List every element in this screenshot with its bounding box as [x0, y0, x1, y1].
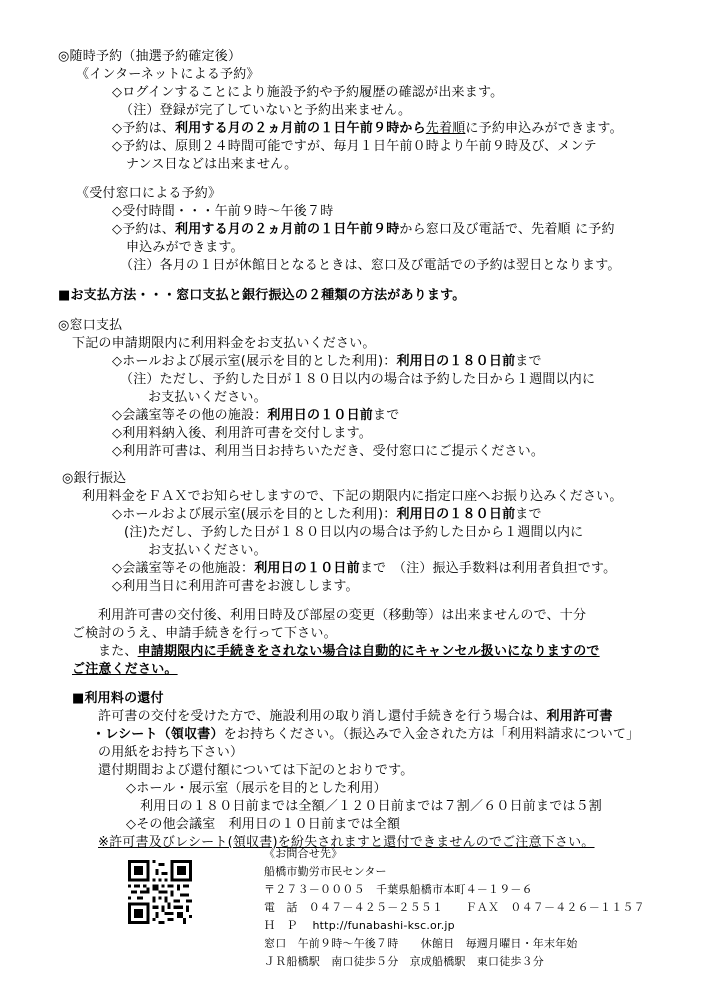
cancel-warning-line-1: また、申請期限内に手続きをされない場合は自動的にキャンセル扱いになりますので — [98, 644, 600, 659]
bank-transfer-heading: ◎銀行振込 — [62, 471, 127, 486]
bank-transfer-note-cont: お支払いください。 — [148, 543, 267, 558]
refund-heading: ■利用料の還付 — [72, 691, 164, 706]
internet-item-1: ◇ログインすることにより施設予約や予約履歴の確認が出来ます。 — [112, 85, 504, 100]
refund-line-4: 還付期間および還付額については下記のとおりです。 — [98, 763, 414, 778]
contact-access: ＪＲ船橋駅 南口徒歩５分 京成船橋駅 東口徒歩３分 — [264, 955, 544, 968]
bank-transfer-item-1: ◇ホールおよび展示室(展示を目的とした利用)：利用日の１８０日前まで — [112, 507, 542, 522]
refund-line-3: の用紙をお持ち下さい） — [98, 745, 244, 760]
refund-line-1: 許可書の交付を受けた方で、施設利用の取り消し還付手続きを行う場合は、利用許可書 — [98, 709, 613, 724]
internet-item-3: ◇予約は、原則２４時間可能ですが、毎月１日午前０時より午前９時及び、メンテ — [112, 139, 597, 154]
contact-org-name: 船橋市勤労市民センター — [264, 865, 387, 878]
refund-item-meeting: ◇その他会議室 利用日の１０日前までは全額 — [126, 817, 401, 832]
counter-item-1: ◇受付時間・・・午前９時～午後７時 — [112, 204, 334, 219]
window-payment-item-2: ◇会議室等その他の施設：利用日の１０日前まで — [112, 408, 400, 423]
qr-code — [128, 860, 192, 924]
bank-transfer-note: (注)ただし、予約した日が１８０日以内の場合は予約した日から１週間以内に — [124, 525, 584, 540]
bank-transfer-intro: 利用料金をＦＡＸでお知らせしますので、下記の期限内に指定口座へお振り込みください。 — [82, 489, 623, 504]
window-payment-heading: ◎窓口支払 — [58, 318, 123, 333]
window-payment-intro: 下記の申請期限内に利用料金をお支払いください。 — [72, 336, 376, 351]
counter-item-2-cont: 申込みができます。 — [126, 240, 244, 255]
internet-item-3-cont: ナンス日などは出来ません。 — [126, 157, 298, 172]
payment-method-heading: ■お支払方法・・・窓口支払と銀行振込の２種類の方法があります。 — [58, 288, 466, 303]
refund-item-hall-detail: 利用日の１８０日前までは全額／１２０日前までは７割／６０日前までは５割 — [140, 799, 603, 814]
change-notice-line-2: ご検討のうえ、申請手続きを行って下さい。 — [72, 626, 337, 641]
window-payment-item-1: ◇ホールおよび展示室(展示を目的とした利用)：利用日の１８０日前まで — [112, 354, 542, 369]
contact-homepage-link[interactable]: Ｈ Ｐ http://funabashi-ksc.or.jp — [264, 919, 455, 932]
counter-item-2: ◇予約は、利用する月の２ヵ月前の１日午前９時から窓口及び電話で、先着順 に予約 — [112, 222, 615, 237]
internet-item-1-note: （注）登録が完了していないと予約出来ません。 — [120, 103, 412, 118]
refund-line-2: ・レシート（領収書）をお持ちください。（振込みで入金された方は「利用料請求について」 — [92, 727, 640, 742]
internet-booking-heading: 《インターネットによる予約》 — [76, 67, 260, 82]
window-payment-item-3: ◇利用料納入後、利用許可書を交付します。 — [112, 426, 372, 441]
counter-item-note: （注）各月の１日が休館日となるときは、窓口及び電話での予約は翌日となります。 — [120, 258, 621, 273]
internet-item-2: ◇予約は、利用する月の２ヵ月前の１日午前９時から先着順に予約申込みができます。 — [112, 121, 623, 136]
bank-transfer-item-3: ◇利用当日に利用許可書をお渡しします。 — [112, 579, 359, 594]
section-heading-random-booking: ◎随時予約（抽選予約確定後） — [58, 49, 242, 64]
refund-item-hall: ◇ホール・展示室（展示を目的とした利用） — [126, 781, 387, 796]
contact-hours: 窓口 午前９時～午後７時 休館日 毎週月曜日・年末年始 — [264, 937, 578, 950]
bank-transfer-item-2: ◇会議室等その他施設：利用日の１０日前まで （注）振込手数料は利用者負担です。 — [112, 561, 617, 576]
change-notice-line-1: 利用許可書の交付後、利用日時及び部屋の変更（移動等）は出来ませんので、十分 — [98, 608, 587, 623]
refund-lost-receipt-note: ※許可書及びレシート(領収書)を紛失されますと還付できませんのでご注意下さい。 — [98, 835, 595, 850]
contact-heading: 《お問合せ先》 — [264, 847, 343, 860]
cancel-warning-line-2: ご注意ください。 — [72, 662, 178, 677]
window-payment-note-cont: お支払いください。 — [148, 390, 267, 405]
window-payment-item-4: ◇利用許可書は、利用当日お持ちいただき、受付窓口にご提示ください。 — [112, 444, 545, 459]
contact-phone-fax: 電 話 ０４７－４２５－２５５１ ＦＡＸ ０４７－４２６－１１５７ — [264, 901, 645, 914]
window-payment-note: （注）ただし、予約した日が１８０日以内の場合は予約した日から１週間以内に — [120, 372, 596, 387]
counter-booking-heading: 《受付窓口による予約》 — [76, 186, 222, 201]
contact-address: 〒２７３－０００５ 千葉県船橋市本町４－１９－６ — [264, 883, 533, 896]
